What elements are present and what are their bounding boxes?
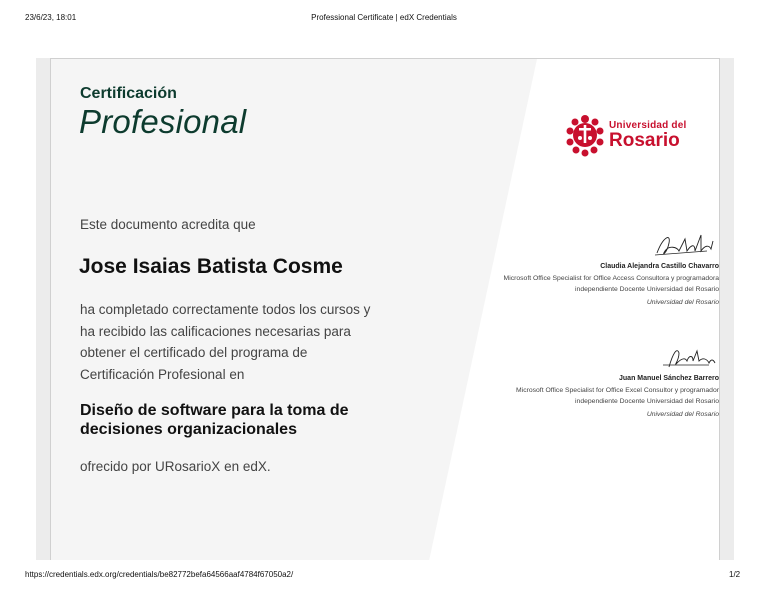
signatory-block: [481, 229, 719, 306]
signatory-name: Juan Manuel Sánchez Barrero: [619, 375, 719, 382]
print-url: https://credentials.edx.org/credentials/be82772befa64566aaf4784f67050a2/: [25, 570, 294, 579]
signatory-role: Microsoft Office Specialist for Office Excel Consultor y programador independiente Docente Universidad del Rosario: [516, 387, 719, 405]
course-title-line: decisiones organizacionales: [80, 421, 297, 438]
signature-image: [649, 229, 719, 261]
completion-line: ha recibido las calificaciones necesarias para: [80, 323, 351, 339]
completion-text: [80, 299, 400, 385]
print-title: Professional Certificate | edX Credentials: [311, 13, 457, 22]
recipient-name: Jose Isaias Batista Cosme: [79, 255, 343, 278]
signature-image: [649, 341, 719, 373]
print-page-number: 1/2: [729, 570, 741, 579]
university-crest-icon: [565, 113, 605, 157]
intro-text: Este documento acredita que: [80, 217, 256, 232]
certificate-type-line1: Certificación: [80, 85, 177, 102]
offered-by-text: ofrecido por URosarioX en edX.: [80, 459, 271, 474]
certificate-viewport: [36, 58, 734, 560]
signatory-block: [481, 341, 719, 418]
signatory-name: Claudia Alejandra Castillo Chavarro: [600, 263, 719, 270]
logo-text-line2: Rosario: [609, 130, 680, 151]
completion-line: Certificación Profesional en: [80, 366, 245, 382]
signatory-organization: Universidad del Rosario: [646, 411, 719, 418]
completion-line: obtener el certificado del programa de: [80, 345, 308, 360]
signatory-organization: Universidad del Rosario: [646, 299, 719, 306]
course-title-line: Diseño de software para la toma de: [80, 402, 349, 419]
signatory-role: Microsoft Office Specialist for Office Access Consultora y programadora independiente Docente Universidad del Rosario: [503, 275, 719, 293]
completion-line: ha completado correctamente todos los cursos y: [80, 302, 371, 317]
course-title: [80, 401, 400, 439]
logo-text-line1: Universidad del: [609, 120, 687, 131]
certificate-type-line2: Profesional: [79, 103, 247, 140]
university-logo: [565, 113, 715, 159]
certificate: [50, 58, 720, 560]
print-datetime: 23/6/23, 18:01: [25, 13, 77, 22]
